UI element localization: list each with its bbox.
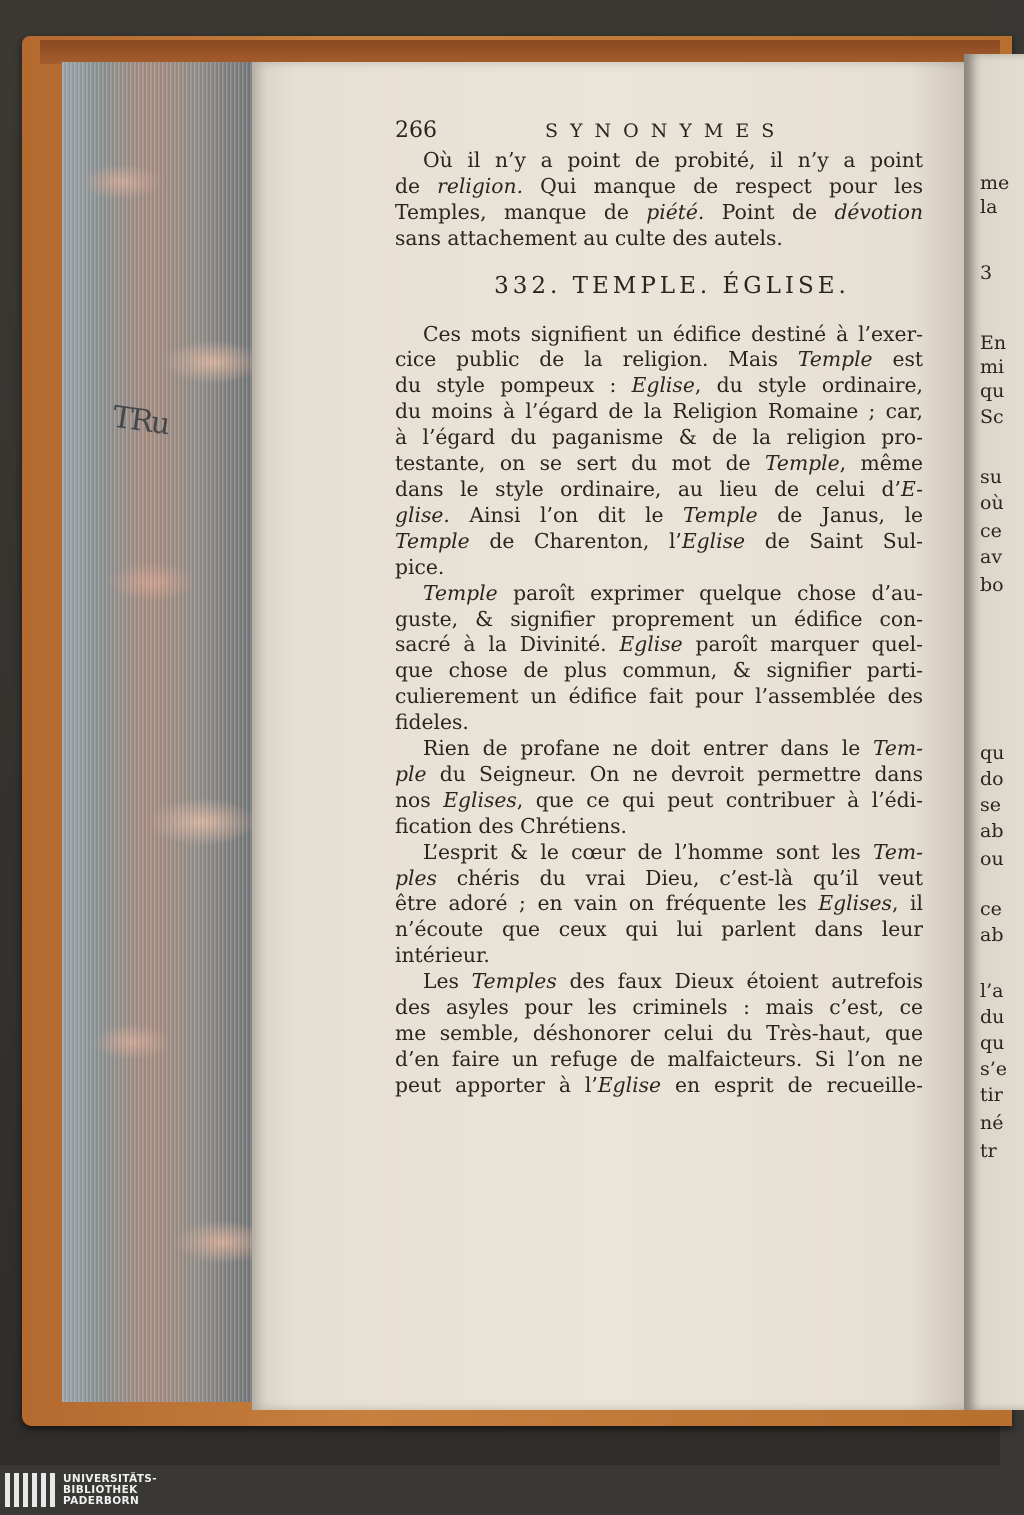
facing-page-fragment: ab (980, 820, 1004, 842)
body-text-line: être adoré ; en vain on fréquente les Eglises, il (395, 891, 923, 916)
facing-page-fragment: tir (980, 1084, 1003, 1106)
facing-page-fragment: av (980, 546, 1003, 568)
body-text-line: Rien de profane ne doit entrer dans le Tem- (423, 736, 923, 761)
body-text-line: n’écoute que ceux qui lui parlent dans leur (395, 917, 923, 942)
facing-page-fragment: mi (980, 356, 1005, 378)
facing-page-fragment: tr (980, 1140, 997, 1162)
body-text-line: sacré à la Divinité. Eglise paroît marquer quel- (395, 632, 924, 657)
body-text-line: testante, on se sert du mot de Temple, même (395, 451, 923, 476)
body-text-line: intérieur. (395, 943, 490, 968)
edge-stamp: TRu (110, 399, 171, 443)
body-text-line: cice public de la religion. Mais Temple est (395, 347, 923, 372)
body-text-line: peut apporter à l’Eglise en esprit de recueille- (395, 1072, 924, 1097)
facing-page-fragment: s’e (980, 1058, 1008, 1080)
body-text-line: me semble, déshonorer celui du Très-haut, que (395, 1021, 923, 1045)
facing-page-fragment: où (980, 492, 1004, 514)
facing-page-fragment: 3 (980, 262, 993, 284)
library-logo-icon (5, 1473, 55, 1507)
body-text-line: des asyles pour les criminels : mais c’est, ce (395, 995, 923, 1020)
intro-text-line: Temples, manque de piété. Point de dévotion (395, 199, 923, 224)
facing-page-fragment: qu (980, 1032, 1005, 1054)
body-text-line: à l’égard du paganisme & de la religion pro- (395, 425, 923, 450)
library-footer (0, 1465, 1000, 1515)
body-text-line: culierement un édifice fait pour l’assemblée des (395, 684, 923, 709)
running-head-title: SYNONYMES (545, 120, 787, 142)
cover-top-edge (40, 40, 1000, 64)
body-text-line: Temple de Charenton, l’Eglise de Saint Sul- (395, 528, 923, 553)
body-text-line: dans le style ordinaire, au lieu de celui d’E- (395, 476, 923, 501)
body-text-line: Temple paroît exprimer quelque chose d’au- (423, 580, 923, 605)
intro-text-line: Où il n’y a point de probité, il n’y a point (423, 148, 923, 172)
running-header (395, 118, 923, 148)
facing-page-fragment: qu (980, 742, 1005, 764)
facing-page-fragment: do (980, 768, 1004, 790)
page-text-block (395, 118, 923, 1099)
facing-page-fragments (980, 0, 1020, 1465)
article-body (395, 322, 923, 1099)
body-text-line: L’esprit & le cœur de l’homme sont les Tem- (423, 839, 923, 864)
body-text-line: pice. (395, 554, 445, 579)
library-logo-text (63, 1474, 157, 1507)
article-heading: 332. TEMPLE. ÉGLISE. (494, 272, 850, 299)
logo-line-3: PADERBORN (63, 1494, 140, 1507)
body-text-line: fideles. (395, 710, 469, 735)
body-text-line: Les Temples des faux Dieux étoient autrefois (423, 969, 923, 994)
facing-page-fragment: ab (980, 924, 1004, 946)
page-number: 266 (395, 118, 437, 143)
facing-page-fragment: du (980, 1006, 1005, 1028)
facing-page-fragment: l’a (980, 980, 1004, 1002)
body-text-line: que chose de plus commun, & signifier parti- (395, 658, 923, 683)
logo-line-2: BIBLIOTHEK (63, 1483, 138, 1496)
continued-paragraph (395, 148, 923, 252)
facing-page-fragment: bo (980, 574, 1004, 596)
intro-text-line: sans attachement au culte des autels. (395, 225, 783, 250)
body-text-line: guste, & signifier proprement un édifice con- (395, 606, 923, 631)
body-text-line: du moins à l’égard de la Religion Romaine ; car, (395, 399, 923, 424)
body-text-line: du style pompeux : Eglise, du style ordinaire, (395, 373, 923, 398)
facing-page-fragment: En (980, 332, 1007, 354)
facing-page-fragment: la (980, 196, 998, 218)
body-text-line: fication des Chrétiens. (395, 813, 628, 838)
body-text-line: Ces mots signifient un édifice destiné à l’exer- (423, 321, 923, 346)
body-text-line: glise. Ainsi l’on dit le Temple de Janus, le (395, 502, 924, 527)
facing-page-fragment: ce (980, 898, 1002, 920)
logo-line-1: UNIVERSITÄTS- (63, 1472, 158, 1485)
facing-page-fragment: se (980, 794, 1001, 816)
body-text-line: nos Eglises, que ce qui peut contribuer à l’édi- (395, 787, 923, 812)
facing-page-fragment: su (980, 466, 1002, 488)
body-text-line: ple du Seigneur. On ne devroit permettre dans (395, 761, 923, 786)
intro-text-line: de religion. Qui manque de respect pour les (395, 173, 923, 198)
facing-page-fragment: me (980, 172, 1010, 194)
marbled-page-edge (62, 62, 258, 1402)
facing-page-fragment: né (980, 1112, 1004, 1134)
facing-page-fragment: ou (980, 848, 1004, 870)
facing-page-fragment: qu (980, 380, 1005, 402)
facing-page-fragment: Sc (980, 406, 1004, 428)
body-text-line: d’en faire un refuge de malfaicteurs. Si l’on ne (395, 1046, 923, 1071)
facing-page-fragment: ce (980, 520, 1002, 542)
body-text-line: ples chéris du vrai Dieu, c’est-là qu’il veut (395, 865, 923, 890)
